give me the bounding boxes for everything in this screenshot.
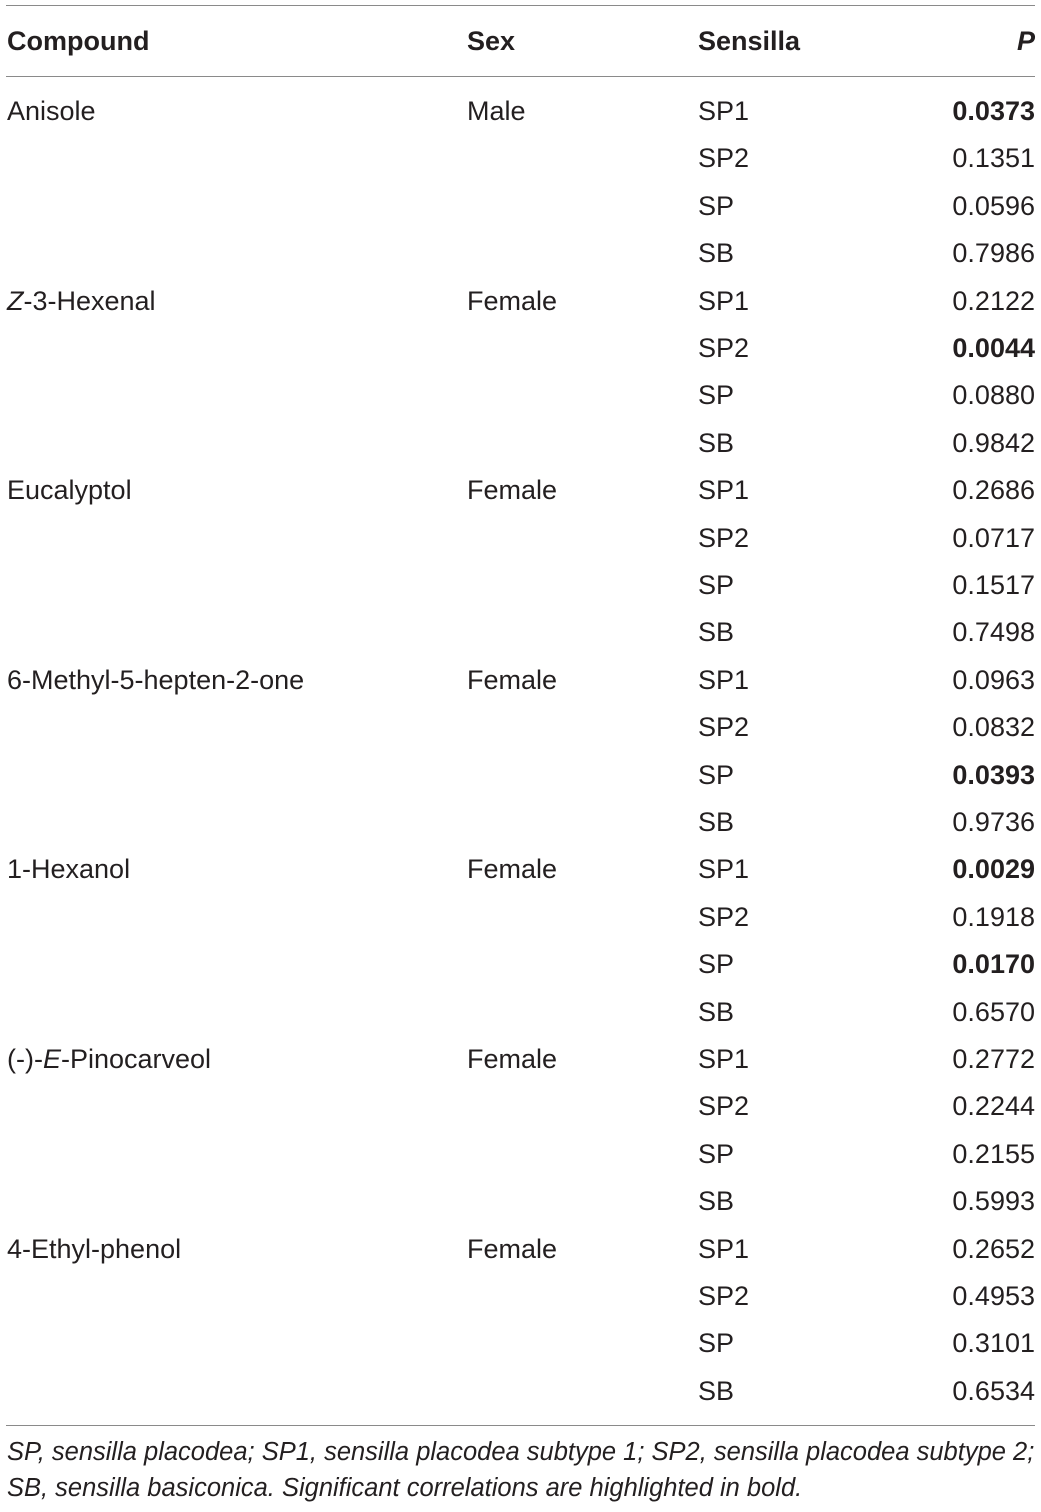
compound-name [7, 284, 156, 318]
sensilla-value: SP2 [698, 143, 750, 174]
header-p-value: P [1016, 26, 1035, 56]
sensilla-value: SP [698, 570, 735, 600]
p-value: 0.6534 [952, 1375, 1035, 1406]
sensilla-value: SP2 [698, 333, 750, 363]
sex-value: Female [467, 664, 558, 695]
sensilla-value: SB [698, 1375, 735, 1406]
p-value: 0.7986 [952, 238, 1035, 269]
sensilla-value: SP [698, 759, 735, 790]
p-value-significant: 0.0373 [952, 96, 1035, 126]
table-bottom-rule [6, 1425, 1035, 1426]
p-value: 0.1351 [952, 143, 1035, 174]
sex-value: Female [467, 285, 558, 316]
sensilla-value: SP2 [698, 1091, 750, 1122]
compound-rest: 1-Hexanol [7, 854, 131, 885]
sensilla-value: SP [698, 949, 735, 980]
p-value: 0.9842 [952, 427, 1035, 458]
p-value: 0.2772 [952, 1044, 1035, 1074]
p-value-significant: 0.0170 [952, 949, 1035, 980]
compound-name [7, 663, 304, 697]
compound-rest: -3-Hexenal [23, 285, 156, 316]
p-value: 0.7498 [952, 617, 1035, 648]
p-value: 0.1517 [952, 570, 1035, 600]
p-value: 0.6570 [952, 996, 1035, 1027]
sensilla-value: SP1 [698, 1233, 750, 1264]
sensilla-value: SP1 [698, 285, 750, 316]
p-value: 0.0963 [952, 664, 1035, 695]
p-value: 0.2652 [952, 1233, 1035, 1264]
compound-rest: Anisole [7, 96, 96, 126]
table-top-rule [6, 5, 1035, 6]
p-value: 0.0717 [952, 522, 1035, 553]
sensilla-value: SP2 [698, 901, 750, 932]
header-sex: Sex [467, 26, 516, 56]
p-value: 0.3101 [952, 1328, 1035, 1359]
sensilla-value: SP2 [698, 712, 750, 743]
compound-name [7, 94, 96, 128]
sex-value: Female [467, 854, 558, 885]
p-value: 0.2686 [952, 475, 1035, 506]
sensilla-value: SP1 [698, 664, 750, 695]
p-value: 0.4953 [952, 1281, 1035, 1311]
sensilla-value: SP [698, 1138, 735, 1169]
sex-value: Female [467, 475, 558, 506]
compound-rest: 4-Ethyl-phenol [7, 1233, 182, 1264]
p-value: 0.0880 [952, 380, 1035, 411]
compound-italic-part: Z [7, 285, 24, 316]
header-sensilla: Sensilla [698, 26, 801, 56]
sensilla-value: SP1 [698, 1044, 750, 1074]
sensilla-value: SP1 [698, 854, 750, 885]
p-value: 0.5993 [952, 1186, 1035, 1217]
sensilla-value: SB [698, 617, 735, 648]
sensilla-value: SP [698, 190, 735, 221]
sex-value: Female [467, 1044, 558, 1074]
sensilla-value: SP2 [698, 522, 750, 553]
p-value: 0.2155 [952, 1138, 1035, 1169]
compound-name [7, 1232, 181, 1266]
sensilla-value: SP [698, 380, 735, 411]
p-value: 0.0596 [952, 190, 1035, 221]
sensilla-value: SP2 [698, 1281, 750, 1311]
sensilla-value: SB [698, 1186, 735, 1217]
p-value: 0.2244 [952, 1091, 1035, 1122]
p-value-significant: 0.0044 [952, 333, 1035, 363]
compound-name [7, 852, 130, 886]
compound-rest: -Pinocarveol [60, 1044, 212, 1074]
compound-prefix: (-)- [7, 1044, 43, 1074]
compound-rest: 6-Methyl-5-hepten-2-one [7, 664, 305, 695]
sensilla-value: SB [698, 807, 735, 837]
compound-rest: Eucalyptol [7, 475, 132, 506]
p-value: 0.2122 [952, 285, 1035, 316]
p-value: 0.9736 [952, 807, 1035, 837]
p-value-significant: 0.0029 [952, 854, 1035, 885]
sensilla-value: SB [698, 427, 735, 458]
p-value: 0.1918 [952, 901, 1035, 932]
sensilla-value: SB [698, 238, 735, 269]
sex-value: Male [467, 96, 526, 126]
table-footnote: SP, sensilla placodea; SP1, sensilla placodea subtype 1; SP2, sensilla placodea subtype 2; SB, sensilla basiconica. Significant correlations are highlighted in bold. [7, 1438, 1035, 1502]
sensilla-value: SB [698, 996, 735, 1027]
p-value: 0.0832 [952, 712, 1035, 743]
compound-italic-part: E [42, 1044, 61, 1074]
sensilla-value: SP1 [698, 96, 750, 126]
table-header-rule [6, 76, 1035, 77]
sensilla-value: SP [698, 1328, 735, 1359]
p-value-significant: 0.0393 [952, 759, 1035, 790]
sex-value: Female [467, 1233, 558, 1264]
sensilla-value: SP1 [698, 475, 750, 506]
compound-name [7, 473, 132, 507]
compound-name [7, 1042, 211, 1076]
header-compound: Compound [7, 26, 150, 56]
